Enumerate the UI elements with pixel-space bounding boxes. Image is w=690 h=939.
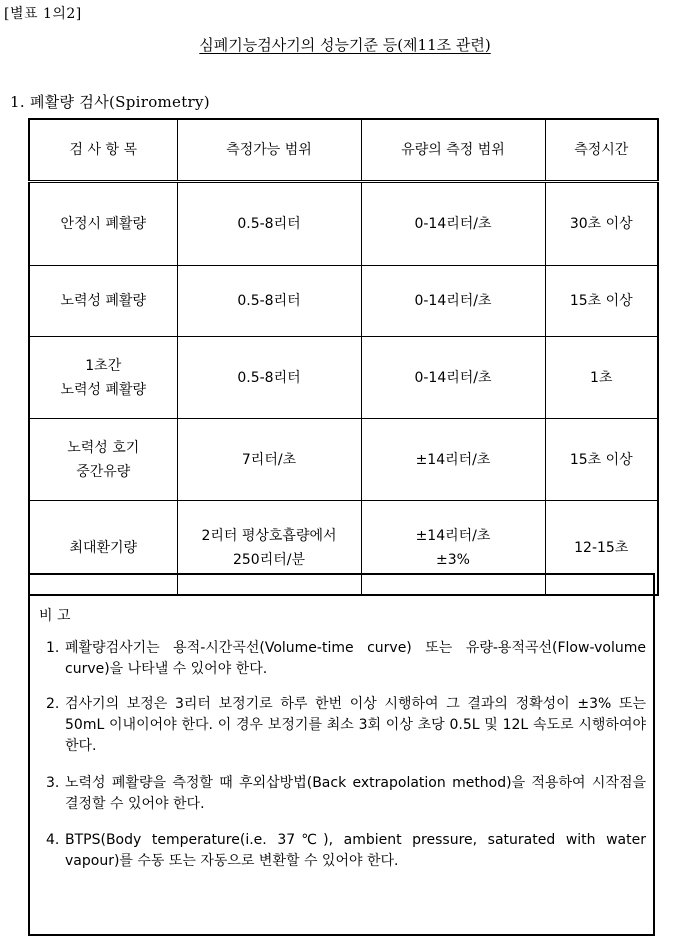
cell-text-line: 노력성 폐활량 xyxy=(60,293,147,309)
note-item-1 xyxy=(46,638,646,680)
header-range: 측정가능 범위 xyxy=(177,119,361,182)
cell-item xyxy=(29,266,177,337)
cell-time xyxy=(545,182,658,266)
cell-range xyxy=(177,182,361,266)
note-number: 1. xyxy=(46,640,60,656)
note-item-2 xyxy=(46,694,646,757)
note-item-4 xyxy=(46,830,646,872)
cell-text-line: ±14리터/초 xyxy=(415,451,491,468)
note-text: 폐활량검사기는 용적-시간곡선(Volume-time curve) 또는 유량-용적곡선(Flow-volume curve)을 나타낼 수 있어야 한다. xyxy=(65,640,646,677)
cell-text-line: ±14리터/초 xyxy=(415,527,491,544)
cell-text-line: 1초간 xyxy=(85,357,122,374)
cell-text-line: 최대환기량 xyxy=(69,539,138,556)
note-text: BTPS(Body temperature(i.e. 37℃), ambient pressure, saturated with water vapour)를 수동 또는 자동으로 변환할 수 있어야 한다. xyxy=(65,832,646,869)
cell-time xyxy=(545,419,658,501)
cell-text-line: 0-14리터/초 xyxy=(414,293,492,309)
cell-text-line: 12-15초 xyxy=(574,539,629,556)
cell-text-line: 0-14리터/초 xyxy=(414,369,492,386)
annex-label: [별표 1의2] xyxy=(4,6,82,22)
note-text: 검사기의 보정은 3리터 보정기로 하루 한번 이상 시행하여 그 결과의 정확성이 ±3% 또는 50mL 이내이어야 한다. 이 경우 보정기를 최소 3회 이상 초당 0.5L 및 12L 속도로 시행하여야 한다. xyxy=(65,696,646,754)
cell-range xyxy=(177,419,361,501)
cell-flow xyxy=(361,182,545,266)
cell-text-line: 15초 이상 xyxy=(569,451,633,468)
cell-range xyxy=(177,266,361,337)
notes-title: 비 고 xyxy=(39,608,71,624)
cell-text-line: 0.5-8리터 xyxy=(237,369,301,386)
document-title-wrap xyxy=(0,34,690,55)
cell-text-line: 250리터/분 xyxy=(232,551,305,568)
note-number: 2. xyxy=(46,696,60,712)
cell-text-line: 15초 이상 xyxy=(569,293,633,309)
cell-time xyxy=(545,337,658,419)
document-title: 심폐기능검사기의 성능기준 등(제11조 관련) xyxy=(199,36,491,54)
cell-range xyxy=(177,337,361,419)
table-row xyxy=(29,419,658,501)
table-header-row xyxy=(29,119,658,182)
cell-text-line: 안정시 폐활량 xyxy=(60,216,147,232)
notes-box xyxy=(28,573,655,936)
spirometry-spec-table xyxy=(28,118,659,596)
note-text: 노력성 폐활량을 측정할 때 후외삽방법(Back extrapolation method)을 적용하여 시작점을 결정할 수 있어야 한다. xyxy=(65,775,646,812)
table-row xyxy=(29,337,658,419)
cell-flow xyxy=(361,419,545,501)
cell-text-line: ±3% xyxy=(436,551,470,568)
cell-text-line: 7리터/초 xyxy=(241,451,297,468)
note-item-3 xyxy=(46,773,646,815)
cell-item xyxy=(29,337,177,419)
header-item: 검 사 항 목 xyxy=(29,119,177,182)
cell-text-line: 0.5-8리터 xyxy=(237,216,301,232)
note-number: 3. xyxy=(46,775,60,791)
table-row xyxy=(29,266,658,337)
cell-flow xyxy=(361,337,545,419)
cell-time xyxy=(545,266,658,337)
cell-text-line: 30초 이상 xyxy=(569,216,633,232)
section-heading: 1. 폐활량 검사(Spirometry) xyxy=(10,93,210,111)
note-number: 4. xyxy=(46,832,60,848)
cell-text-line: 노력성 폐활량 xyxy=(60,381,147,398)
cell-text-line: 중간유량 xyxy=(76,463,131,480)
header-flow: 유량의 측정 범위 xyxy=(361,119,545,182)
cell-text-line: 노력성 호기 xyxy=(67,439,140,456)
cell-text-line: 1초 xyxy=(590,369,613,386)
table-row xyxy=(29,182,658,266)
cell-item xyxy=(29,182,177,266)
cell-text-line: 2리터 평상호흡량에서 xyxy=(201,527,337,544)
cell-text-line: 0-14리터/초 xyxy=(414,216,492,232)
cell-text-line: 0.5-8리터 xyxy=(237,293,301,309)
cell-item xyxy=(29,419,177,501)
cell-flow xyxy=(361,266,545,337)
header-time: 측정시간 xyxy=(545,119,658,182)
